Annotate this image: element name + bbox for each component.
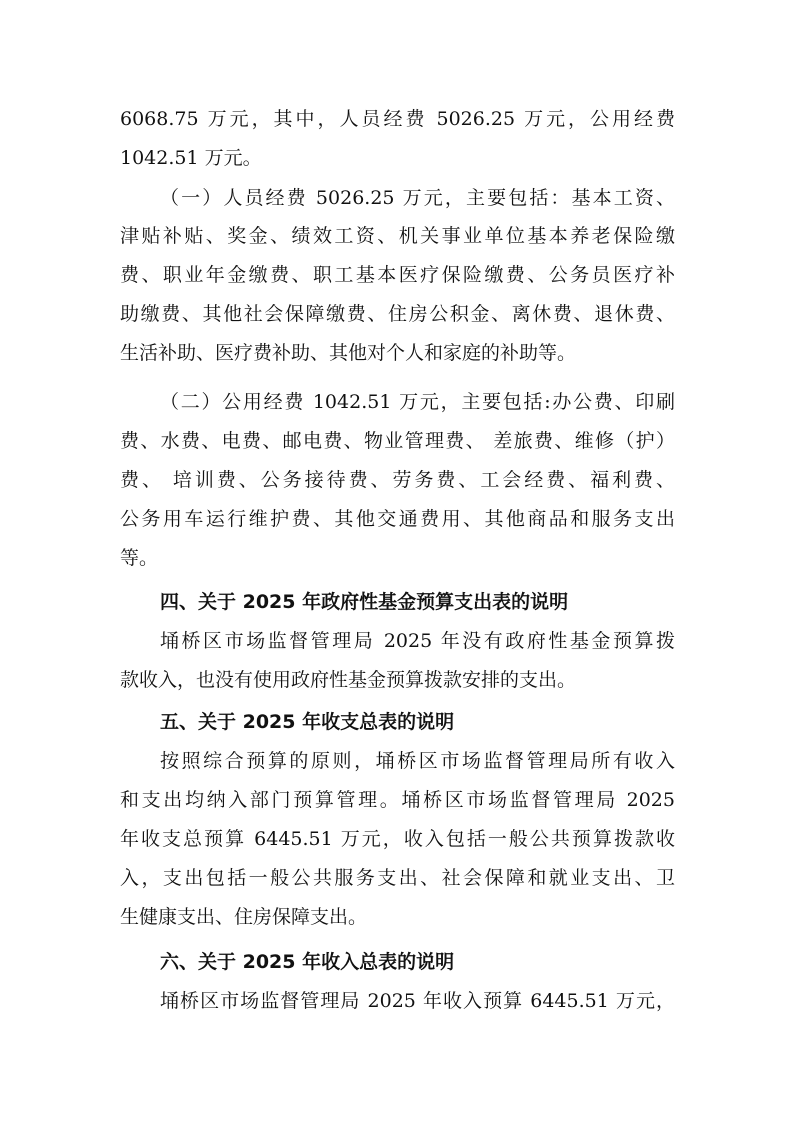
paragraph-line: 费、水费、电费、邮电费、物业管理费、 差旅费、维修（护） [120,430,675,452]
paragraph-line: 生活补助、医疗费补助、其他对个人和家庭的补助等。 [120,342,577,364]
paragraph-line: 入，支出包括一般公共服务支出、社会保障和就业支出、卫 [120,867,675,889]
paragraph-line: 生健康支出、住房保障支出。 [120,906,368,928]
paragraph-line: 和支出均纳入部门预算管理。埇桥区市场监督管理局 2025 [120,789,675,811]
paragraph-line: 费、职业年金缴费、职工基本医疗保险缴费、公务员医疗补 [120,264,675,286]
paragraph-line: （一）人员经费 5026.25 万元，主要包括：基本工资、 [160,187,675,209]
paragraph-line: 费、 培训费、公务接待费、劳务费、工会经费、福利费、 [120,469,675,491]
paragraph-line: 1042.51 万元。 [120,147,262,169]
section-heading-6: 六、关于 2025 年收入总表的说明 [160,951,455,973]
paragraph-line: 助缴费、其他社会保障缴费、住房公积金、离休费、退休费、 [120,303,675,325]
paragraph-line: 6068.75 万元，其中，人员经费 5026.25 万元，公用经费 [120,108,675,130]
paragraph-line: 按照综合预算的原则，埇桥区市场监督管理局所有收入 [160,750,675,772]
paragraph-line: 等。 [120,547,159,569]
paragraph-line: 津贴补贴、奖金、绩效工资、机关事业单位基本养老保险缴 [120,225,675,247]
paragraph-line: 款收入，也没有使用政府性基金预算拨款安排的支出。 [120,669,577,691]
paragraph-line: 公务用车运行维护费、其他交通费用、其他商品和服务支出 [120,508,675,530]
paragraph-line: 年收支总预算 6445.51 万元，收入包括一般公共预算拨款收 [120,828,675,850]
paragraph-line: 埇桥区市场监督管理局 2025 年收入预算 6445.51 万元， [160,990,675,1012]
section-heading-4: 四、关于 2025 年政府性基金预算支出表的说明 [160,591,569,613]
paragraph-line: 埇桥区市场监督管理局 2025 年没有政府性基金预算拨 [160,630,675,652]
paragraph-line: （二）公用经费 1042.51 万元，主要包括:办公费、印刷 [160,391,675,413]
section-heading-5: 五、关于 2025 年收支总表的说明 [160,711,455,733]
